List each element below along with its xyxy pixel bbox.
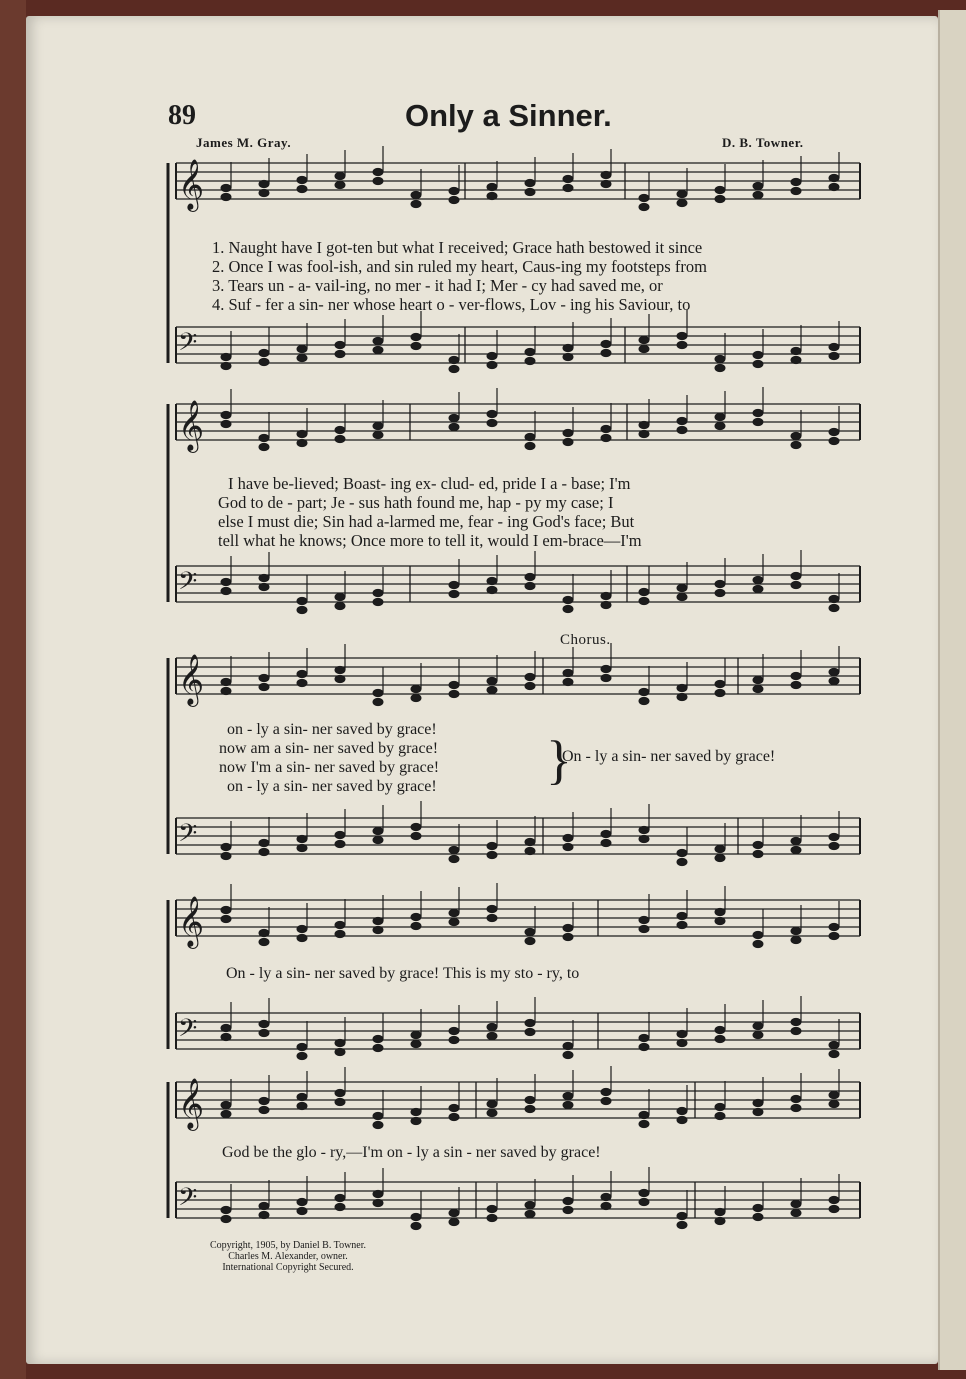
svg-text:𝄢: 𝄢	[178, 819, 198, 854]
chorus-line-2: On - ly a sin- ner saved by grace! This is my sto - ry, to	[226, 965, 580, 982]
chorus-label: Chorus.	[560, 632, 611, 648]
svg-text:𝄢: 𝄢	[178, 328, 198, 363]
chorus-refrain: On - ly a sin- ner saved by grace!	[562, 748, 776, 765]
svg-text:𝄞: 𝄞	[178, 896, 205, 947]
verse-line-3-cont: else I must die; Sin had a-larmed me, fear - ing God's face; But	[218, 512, 635, 531]
chorus-line-3: God be the glo - ry,—I'm on - ly a sin - ner saved by grace!	[222, 1144, 601, 1161]
lyricist-credit: James M. Gray.	[196, 135, 292, 150]
verse-end-1: on - ly a sin- ner saved by grace!	[227, 721, 437, 738]
verse-end-2: now am a sin- ner saved by grace!	[219, 740, 439, 757]
copyright-line: Copyright, 1905, by Daniel B. Towner.	[209, 1240, 367, 1251]
copyright-secured: International Copyright Secured.	[222, 1262, 354, 1273]
svg-text:𝄞: 𝄞	[178, 400, 205, 451]
composer-credit: D. B. Towner.	[722, 135, 804, 150]
lyric-brace: }	[546, 730, 572, 790]
svg-text:𝄞: 𝄞	[178, 159, 205, 210]
verse-line-4-cont: tell what he knows; Once more to tell it, would I em-brace—I'm	[218, 531, 642, 550]
svg-text:𝄢: 𝄢	[178, 1014, 198, 1049]
copyright-owner: Charles M. Alexander, owner.	[228, 1251, 348, 1262]
verse-line-1-cont: I have be-lieved; Boast- ing ex- clud- ed, pride I a - base; I'm	[228, 474, 631, 493]
svg-text:𝄢: 𝄢	[178, 1183, 198, 1218]
verse-line-2-cont: God to de - part; Je - sus hath found me, hap - py my case; I	[218, 493, 614, 512]
hymn-title: Only a Sinner.	[405, 98, 612, 133]
svg-text:𝄞: 𝄞	[178, 654, 205, 705]
verse-end-4: on - ly a sin- ner saved by grace!	[227, 778, 437, 795]
verse-line-1: 1. Naught have I got-ten but what I received; Grace hath bestowed it since	[212, 238, 703, 257]
verse-line-2: 2. Once I was fool-ish, and sin ruled my heart, Caus-ing my footsteps from	[212, 257, 707, 276]
verse-line-3: 3. Tears un - a- vail-ing, no mer - it had I; Mer - cy had saved me, or	[212, 276, 663, 295]
hymn-number: 89	[168, 100, 196, 131]
svg-text:𝄢: 𝄢	[178, 567, 198, 602]
svg-text:𝄞: 𝄞	[178, 1078, 205, 1129]
verse-end-3: now I'm a sin- ner saved by grace!	[219, 759, 440, 776]
copyright-notice	[198, 1240, 378, 1273]
verse-line-4: 4. Suf - fer a sin- ner whose heart o - ver-flows, Lov - ing his Saviour, to	[212, 295, 691, 314]
